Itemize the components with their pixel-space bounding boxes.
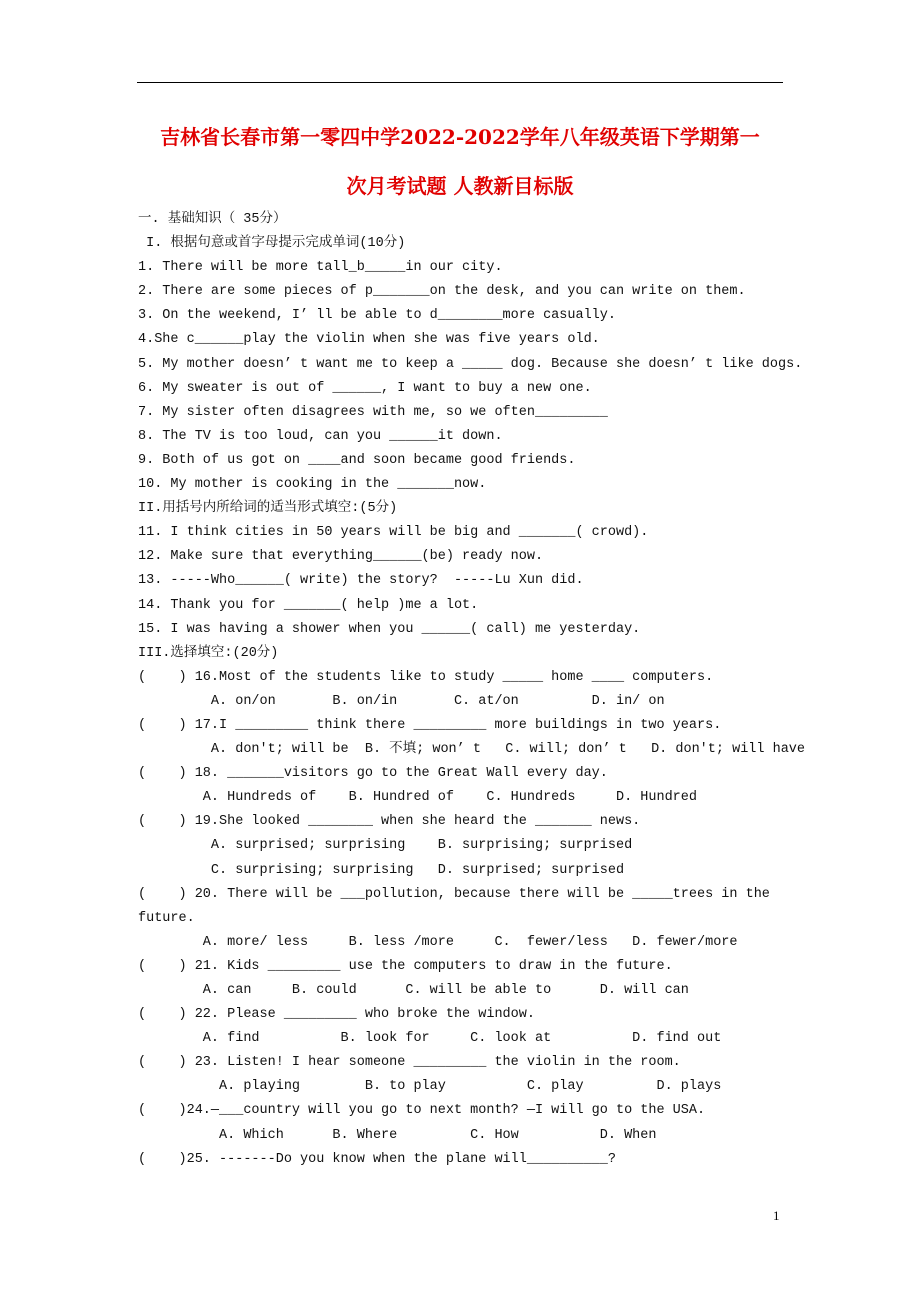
exam-line: future. xyxy=(138,910,195,926)
exam-line: A. more/ less B. less /more C. fewer/less D. fewer/more xyxy=(138,934,738,950)
exam-line: 5. My mother doesn’ t want me to keep a _____ dog. Because she doesn’ t like dogs. xyxy=(138,356,803,372)
exam-line: A. find B. look for C. look at D. find out xyxy=(138,1031,722,1047)
exam-line: ( ) 17.I _________ think there _________ more buildings in two years. xyxy=(138,717,722,733)
exam-line: ( )24.—___country will you go to next month? —I will go to the USA. xyxy=(138,1103,706,1119)
exam-body xyxy=(138,208,838,1172)
exam-line: 8. The TV is too loud, can you ______it down. xyxy=(138,428,503,444)
exam-line: 一. 基础知识（ 35分） xyxy=(138,212,287,227)
exam-line: II.用括号内所给词的适当形式填空:(5分) xyxy=(138,501,398,517)
exam-line: ( ) 16.Most of the students like to study _____ home ____ computers. xyxy=(138,669,714,685)
exam-line: 13. -----Who______( write) the story? -----Lu Xun did. xyxy=(138,573,584,589)
exam-line: 6. My sweater is out of ______, I want to buy a new one. xyxy=(138,380,592,396)
exam-line: A. on/on B. on/in C. at/on D. in/ on xyxy=(138,693,665,709)
exam-line: 10. My mother is cooking in the _______now. xyxy=(138,477,487,493)
exam-line: A. can B. could C. will be able to D. will can xyxy=(138,983,689,998)
exam-line: A. don't; will be B. 不填; won’ t C. will; don’ t D. don't; will have xyxy=(138,742,806,758)
document-title-line-1: 吉林省长春市第一零四中学2022-2022学年八年级英语下学期第一 xyxy=(160,125,760,149)
page-number: 1 xyxy=(773,1208,780,1223)
exam-line: 11. I think cities in 50 years will be big and _______( crowd). xyxy=(138,525,649,541)
exam-line: 15. I was having a shower when you ______( call) me yesterday. xyxy=(138,621,641,637)
exam-line: 12. Make sure that everything______(be) ready now. xyxy=(138,549,544,565)
exam-line: ( ) 23. Listen! I hear someone _________ the violin in the room. xyxy=(138,1055,681,1071)
exam-line: A. Which B. Where C. How D. When xyxy=(138,1127,657,1143)
exam-line: III.选择填空:(20分) xyxy=(138,645,279,661)
exam-line: A. Hundreds of B. Hundred of C. Hundreds D. Hundred xyxy=(138,790,697,806)
exam-line: ( ) 20. There will be ___pollution, because there will be _____trees in the xyxy=(138,886,770,902)
exam-line: C. surprising; surprising D. surprised; surprised xyxy=(138,862,625,878)
exam-line: 3. On the weekend, I’ ll be able to d________more casually. xyxy=(138,308,616,324)
header-rule xyxy=(137,82,783,83)
exam-line: ( ) 21. Kids _________ use the computers to draw in the future. xyxy=(138,958,673,974)
exam-line: ( ) 18. _______visitors go to the Great Wall every day. xyxy=(138,766,608,782)
exam-line: A. playing B. to play C. play D. plays xyxy=(138,1079,722,1095)
exam-line: ( ) 22. Please _________ who broke the window. xyxy=(138,1007,535,1023)
exam-line: A. surprised; surprising B. surprising; surprised xyxy=(138,838,633,854)
exam-line: ( ) 19.She looked ________ when she heard the _______ news. xyxy=(138,814,641,830)
exam-line: I. 根据句意或首字母提示完成单词(10分) xyxy=(138,236,406,252)
exam-line: ( )25. -------Do you know when the plane will__________? xyxy=(138,1151,616,1167)
exam-line: 4.She c______play the violin when she was five years old. xyxy=(138,332,600,348)
exam-line: 1. There will be more tall_b_____in our city. xyxy=(138,260,503,276)
exam-line: 14. Thank you for _______( help )me a lot. xyxy=(138,597,479,613)
document-title-line-2: 次月考试题 人教新目标版 xyxy=(346,174,574,198)
exam-line: 9. Both of us got on ____and soon became good friends. xyxy=(138,452,576,468)
exam-line: 2. There are some pieces of p_______on the desk, and you can write on them. xyxy=(138,284,746,300)
exam-line: 7. My sister often disagrees with me, so we often_________ xyxy=(138,404,608,420)
